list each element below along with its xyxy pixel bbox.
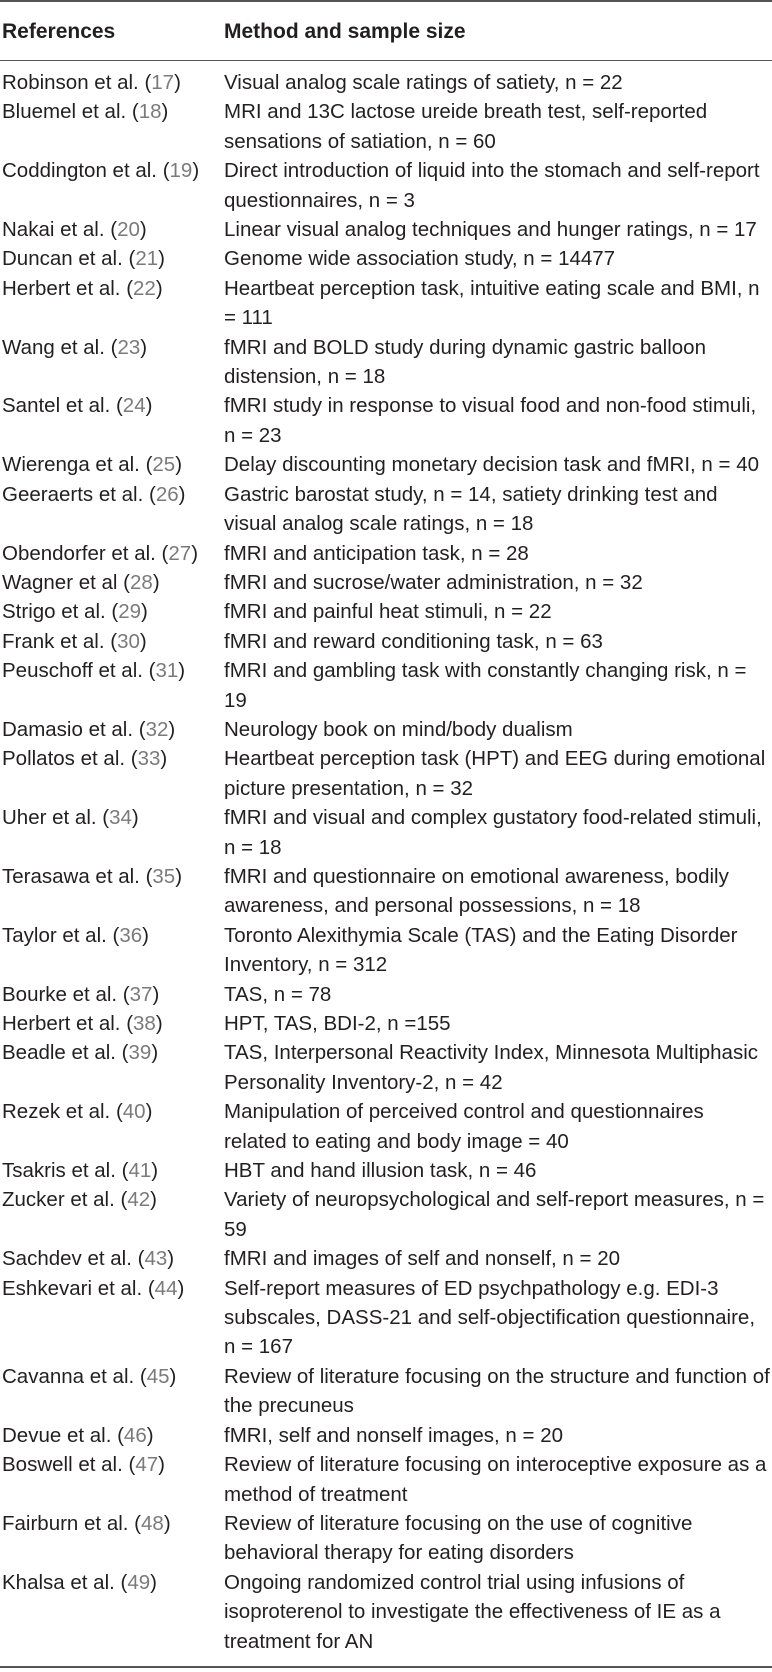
reference-close-paren: ) (145, 1100, 153, 1124)
reference-close-paren: ) (167, 1247, 175, 1271)
reference-cell (0, 1362, 224, 1421)
reference-number-link[interactable]: 43 (144, 1247, 168, 1271)
table-row (0, 803, 772, 862)
reference-author: Robinson et al. ( (2, 71, 152, 94)
reference-close-paren: ) (150, 1570, 157, 1594)
table-row (0, 156, 772, 215)
reference-close-paren: ) (163, 1511, 171, 1535)
reference-number-link[interactable]: 24 (122, 394, 146, 418)
method-cell: fMRI and BOLD study during dynamic gastric balloon distension, n = 18 (224, 335, 706, 389)
reference-close-paren: ) (151, 1041, 159, 1065)
reference-close-paren: ) (155, 276, 163, 300)
reference-number-link[interactable]: 18 (138, 100, 162, 124)
method-cell: Self-report measures of ED psychpathology e.g. EDI-3 subscales, DASS-21 and self-objectification questionnaire, n = 167 (224, 1276, 756, 1359)
reference-number-link[interactable]: 45 (146, 1364, 170, 1388)
reference-number-link[interactable]: 37 (129, 982, 153, 1006)
method-cell: Visual analog scale ratings of satiety, n = 22 (224, 71, 623, 94)
reference-close-paren: ) (158, 247, 165, 271)
table-row (0, 1244, 772, 1273)
reference-cell (0, 244, 224, 273)
reference-number-link[interactable]: 33 (137, 747, 161, 771)
method-cell: Delay discounting monetary decision task and fMRI, n = 40 (224, 453, 759, 477)
reference-author: Wierenga et al. ( (2, 453, 153, 477)
method-cell: fMRI and images of self and nonself, n = 20 (224, 1247, 620, 1271)
reference-cell (0, 1097, 224, 1156)
reference-number-link[interactable]: 23 (117, 335, 141, 359)
reference-author: Terasawa et al. ( (2, 864, 153, 888)
reference-close-paren: ) (150, 1188, 157, 1212)
method-cell: MRI and 13C lactose ureide breath test, self-reported sensations of satiation, n = 60 (224, 100, 708, 153)
reference-close-paren: ) (152, 570, 160, 594)
table-row (0, 862, 772, 921)
method-cell: fMRI and anticipation task, n = 28 (224, 541, 529, 565)
method-cell: Direct introduction of liquid into the stomach and self-report questionnaires, n = 3 (224, 159, 760, 212)
reference-author: Beadle et al. ( (2, 1041, 129, 1065)
reference-number-link[interactable]: 19 (169, 159, 193, 183)
reference-author: Bluemel et al. ( (2, 100, 139, 124)
reference-cell (0, 803, 224, 862)
method-cell: Ongoing randomized control trial using infusions of isoproterenol to investigate the effectiveness of IE as a treatment for AN (224, 1570, 721, 1653)
reference-cell (0, 921, 224, 980)
table-row (0, 244, 772, 273)
reference-cell (0, 597, 224, 626)
reference-number-link[interactable]: 42 (127, 1188, 151, 1212)
reference-close-paren: ) (175, 864, 183, 888)
table-row (0, 539, 772, 568)
reference-author: Duncan et al. ( (2, 247, 136, 271)
reference-number-link[interactable]: 38 (133, 1012, 156, 1035)
reference-cell (0, 1185, 224, 1244)
reference-number-link[interactable]: 21 (135, 247, 159, 271)
reference-close-paren: ) (178, 482, 186, 506)
reference-close-paren: ) (152, 982, 160, 1006)
reference-close-paren: ) (168, 717, 176, 741)
reference-cell (0, 1509, 224, 1568)
reference-close-paren: ) (139, 218, 147, 242)
reference-cell (0, 539, 224, 568)
table-row (0, 215, 772, 244)
table-row (0, 1185, 772, 1244)
reference-close-paren: ) (142, 923, 149, 947)
reference-number-link[interactable]: 32 (145, 717, 169, 741)
reference-cell (0, 862, 224, 921)
table-row (0, 333, 772, 392)
reference-author: Devue et al. ( (2, 1423, 124, 1447)
reference-author: Herbert et al. ( (2, 1012, 134, 1035)
reference-author: Peuschoff et al. ( (2, 659, 156, 683)
method-cell: fMRI and painful heat stimuli, n = 22 (224, 600, 552, 624)
reference-author: Strigo et al. ( (2, 600, 119, 624)
table-row (0, 715, 772, 744)
method-cell: Review of literature focusing on interoceptive exposure as a method of treatment (224, 1453, 767, 1506)
reference-cell (0, 1274, 224, 1362)
table-row (0, 61, 772, 98)
method-cell: Manipulation of perceived control and questionnaires related to eating and body image = 40 (224, 1100, 704, 1153)
reference-number-link[interactable]: 26 (155, 482, 179, 506)
reference-cell (0, 568, 224, 597)
method-cell: Linear visual analog techniques and hunger ratings, n = 17 (224, 218, 757, 242)
reference-author: Cavanna et al. ( (2, 1364, 147, 1388)
reference-author: Taylor et al. ( (2, 923, 120, 947)
reference-cell (0, 656, 224, 715)
reference-cell (0, 391, 224, 450)
reference-author: Wang et al. ( (2, 335, 118, 359)
method-cell: Genome wide association study, n = 14477 (224, 247, 616, 271)
reference-number-link[interactable]: 31 (155, 659, 179, 683)
method-cell: HPT, TAS, BDI-2, n =155 (224, 1012, 451, 1035)
reference-author: Herbert et al. ( (2, 276, 134, 300)
reference-cell (0, 744, 224, 803)
reference-author: Rezek et al. ( (2, 1100, 123, 1124)
reference-close-paren: ) (177, 1276, 185, 1300)
table-row (0, 627, 772, 656)
reference-number-link[interactable]: 35 (152, 864, 176, 888)
reference-number-link[interactable]: 25 (152, 453, 176, 477)
table-row (0, 450, 772, 479)
reference-author: Obendorfer et al. ( (2, 541, 169, 565)
column-header-references: References (2, 20, 116, 43)
reference-cell (0, 61, 224, 98)
reference-number-link[interactable]: 30 (117, 629, 140, 653)
reference-author: Coddington et al. ( (2, 159, 170, 183)
reference-author: Frank et al. ( (2, 629, 118, 653)
reference-cell (0, 1568, 224, 1667)
reference-cell (0, 1009, 224, 1038)
reference-cell (0, 627, 224, 656)
method-cell: Gastric barostat study, n = 14, satiety drinking test and visual analog scale ratings, n = 18 (224, 482, 718, 536)
method-cell: Heartbeat perception task (HPT) and EEG during emotional picture presentation, n = 32 (224, 747, 766, 800)
reference-author: Zucker et al. ( (2, 1188, 128, 1212)
method-cell: Review of literature focusing on the structure and function of the precuneus (224, 1364, 770, 1418)
reference-author: Khalsa et al. ( (2, 1570, 128, 1594)
reference-cell (0, 97, 224, 156)
table-row (0, 1362, 772, 1421)
reference-close-paren: ) (155, 1012, 163, 1035)
table-row (0, 921, 772, 980)
reference-close-paren: ) (169, 1364, 177, 1388)
table-row (0, 1097, 772, 1156)
reference-number-link[interactable]: 34 (109, 806, 132, 830)
reference-close-paren: ) (191, 541, 199, 565)
method-cell: fMRI study in response to visual food and non-food stimuli, n = 23 (224, 394, 757, 447)
method-cell: Neurology book on mind/body dualism (224, 717, 573, 741)
method-cell: TAS, Interpersonal Reactivity Index, Minnesota Multiphasic Personality Inventory-2, n = 42 (224, 1041, 759, 1094)
reference-number-link[interactable]: 40 (122, 1100, 146, 1124)
reference-number-link[interactable]: 28 (130, 570, 153, 594)
reference-number-link[interactable]: 41 (128, 1159, 152, 1183)
table-body (0, 61, 772, 1667)
reference-author: Nakai et al. ( (2, 218, 118, 242)
reference-author: Boswell et al. ( (2, 1453, 136, 1477)
header-row (0, 1, 772, 61)
table-row (0, 391, 772, 450)
table-row (0, 97, 772, 156)
method-cell: fMRI and sucrose/water administration, n = 32 (224, 570, 643, 594)
reference-number-link[interactable]: 17 (151, 71, 175, 94)
reference-close-paren: ) (192, 159, 200, 183)
method-cell: fMRI and questionnaire on emotional awareness, bodily awareness, and personal possessions, n = 18 (224, 864, 729, 918)
method-cell: Variety of neuropsychological and self-report measures, n = 59 (224, 1188, 765, 1241)
reference-author: Fairburn et al. ( (2, 1511, 141, 1535)
reference-close-paren: ) (145, 394, 153, 418)
table-row (0, 980, 772, 1009)
reference-cell (0, 215, 224, 244)
reference-cell (0, 980, 224, 1009)
reference-author: Santel et al. ( (2, 394, 123, 418)
reference-number-link[interactable]: 49 (127, 1570, 151, 1594)
table-row (0, 1274, 772, 1362)
table-row (0, 1156, 772, 1185)
table-row (0, 1509, 772, 1568)
reference-number-link[interactable]: 46 (123, 1423, 147, 1447)
table-row (0, 568, 772, 597)
reference-author: Bourke et al. ( (2, 982, 130, 1006)
reference-author: Eshkevari et al. ( (2, 1276, 155, 1300)
reference-number-link[interactable]: 27 (168, 541, 192, 565)
reference-cell (0, 1156, 224, 1185)
method-cell: TAS, n = 78 (224, 982, 332, 1006)
reference-number-link[interactable]: 22 (133, 276, 156, 300)
reference-number-link[interactable]: 44 (154, 1276, 178, 1300)
table-row (0, 1009, 772, 1038)
table-row (0, 656, 772, 715)
reference-author: Sachdev et al. ( (2, 1247, 145, 1271)
table-row (0, 1568, 772, 1667)
table-header (0, 1, 772, 61)
table-row (0, 1450, 772, 1509)
table-row (0, 1038, 772, 1097)
table-row (0, 1421, 772, 1450)
reference-number-link[interactable]: 48 (141, 1511, 164, 1535)
reference-close-paren: ) (178, 659, 186, 683)
reference-close-paren: ) (160, 747, 168, 771)
column-header-method: Method and sample size (224, 20, 466, 43)
reference-cell (0, 274, 224, 333)
reference-cell (0, 1450, 224, 1509)
method-cell: Review of literature focusing on the use of cognitive behavioral therapy for eating disorders (224, 1511, 693, 1565)
reference-cell (0, 1244, 224, 1273)
reference-close-paren: ) (146, 1423, 154, 1447)
reference-cell (0, 1038, 224, 1097)
reference-number-link[interactable]: 39 (128, 1041, 152, 1065)
reference-cell (0, 480, 224, 539)
table-row (0, 597, 772, 626)
reference-author: Wagner et al ( (2, 570, 130, 594)
reference-cell (0, 1421, 224, 1450)
table-row (0, 274, 772, 333)
method-cell: fMRI, self and nonself images, n = 20 (224, 1423, 564, 1447)
method-cell: fMRI and reward conditioning task, n = 63 (224, 629, 603, 653)
reference-close-paren: ) (151, 1159, 159, 1183)
reference-cell (0, 333, 224, 392)
reference-cell (0, 450, 224, 479)
reference-close-paren: ) (174, 71, 181, 94)
reference-close-paren: ) (139, 629, 147, 653)
reference-cell (0, 715, 224, 744)
method-cell: Toronto Alexithymia Scale (TAS) and the Eating Disorder Inventory, n = 312 (224, 923, 738, 977)
reference-number-link[interactable]: 36 (119, 923, 143, 947)
reference-close-paren: ) (141, 600, 148, 624)
reference-author: Damasio et al. ( (2, 717, 146, 741)
reference-author: Pollatos et al. ( (2, 747, 138, 771)
reference-close-paren: ) (175, 453, 183, 477)
reference-author: Uher et al. ( (2, 806, 110, 830)
method-cell: Heartbeat perception task, intuitive eating scale and BMI, n = 111 (224, 276, 760, 330)
reference-number-link[interactable]: 29 (118, 600, 142, 624)
reference-author: Tsakris et al. ( (2, 1159, 129, 1183)
reference-close-paren: ) (158, 1453, 165, 1477)
method-cell: fMRI and gambling task with constantly changing risk, n = 19 (224, 659, 747, 712)
reference-cell (0, 156, 224, 215)
table-row (0, 744, 772, 803)
table-row (0, 480, 772, 539)
reference-close-paren: ) (140, 335, 148, 359)
method-cell: fMRI and visual and complex gustatory food-related stimuli, n = 18 (224, 806, 762, 859)
reference-close-paren: ) (161, 100, 169, 124)
reference-number-link[interactable]: 20 (117, 218, 140, 242)
reference-number-link[interactable]: 47 (135, 1453, 159, 1477)
method-cell: HBT and hand illusion task, n = 46 (224, 1159, 537, 1183)
reference-author: Geeraerts et al. ( (2, 482, 156, 506)
reference-close-paren: ) (131, 806, 139, 830)
